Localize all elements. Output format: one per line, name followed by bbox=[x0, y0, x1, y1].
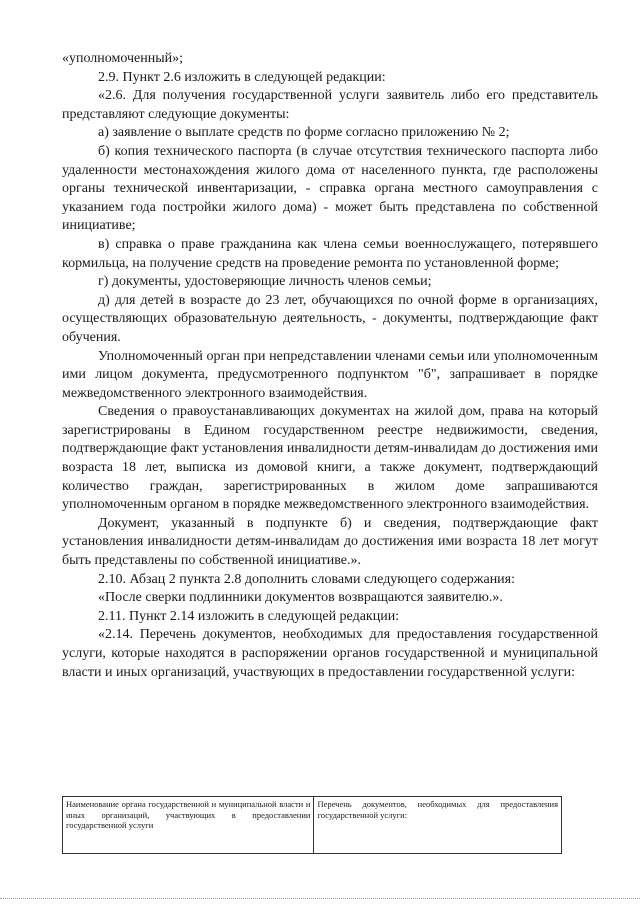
paragraph-subitem-v: в) справка о праве гражданина как члена семьи военнослужащего, потерявшего кормильца, на получение средств на проведение ремонта по установленной форме; bbox=[62, 236, 598, 271]
document-body bbox=[62, 50, 598, 682]
paragraph-originals-return: «После сверки подлинники документов возвращаются заявителю.». bbox=[98, 590, 503, 606]
paragraph-subitem-g: г) документы, удостоверяющие личность членов семьи; bbox=[98, 274, 432, 290]
paragraph-continuation: «уполномоченный»; bbox=[62, 51, 184, 66]
table-header-authority: Наименование органа государственной и муниципальной власти и иных организаций, участвующих в предоставлении государственной услуги bbox=[63, 797, 314, 854]
paragraph-item-2-9: 2.9. Пункт 2.6 изложить в следующей редакции: bbox=[98, 69, 386, 85]
documents-table bbox=[62, 796, 562, 854]
page-bottom-edge bbox=[0, 898, 640, 899]
paragraph-subitem-d: д) для детей в возрасте до 23 лет, обучающихся по очной форме в организациях, осуществляющих образовательную деятельность, - документы, подтверждающие факт обучения. bbox=[62, 292, 598, 345]
table-row bbox=[63, 797, 562, 854]
paragraph-item-2-6: «2.6. Для получения государственной услуги заявитель либо его представитель представляют следующие документы: bbox=[62, 88, 598, 122]
table-header-documents: Перечень документов, необходимых для предоставления государственной услуги: bbox=[314, 797, 562, 854]
paragraph-subitem-b: б) копия технического паспорта (в случае отсутствия технического паспорта либо удаленности местонахождения жилого дома от населенного пункта, где расположены органы технической инвентаризации, - справка органа местного самоуправления с указанием года постройки жилого дома) - может быть представлена по собственной инициативе; bbox=[62, 143, 598, 234]
paragraph-subitem-a: а) заявление о выплате средств по форме согласно приложению № 2; bbox=[98, 125, 510, 141]
paragraph-document-note: Документ, указанный в подпункте б) и сведения, подтверждающие факт установления инвалидности детям-инвалидам до достижения ими возраста 18 лет могут быть представлены по собственной инициативе.». bbox=[62, 515, 598, 569]
paragraph-item-2-10: 2.10. Абзац 2 пункта 2.8 дополнить словами следующего содержания: bbox=[98, 571, 516, 587]
paragraph-authorized-body: Уполномоченный орган при непредставлении членами семьи или уполномоченным ими лицом документа, предусмотренного подпунктом "б", запрашивает в порядке межведомственного электронного взаимодействия. bbox=[62, 348, 598, 401]
paragraph-records-info: Сведения о правоустанавливающих документах на жилой дом, права на который зарегистрированы в Едином государственном реестре недвижимости, сведения, подтверждающие факт установления инвалидности детям-инвалидам до достижения ими возраста 18 лет, выписка из домовой книги, а также документ, подтверждающий количество граждан, зарегистрированных в жилом доме запрашиваются уполномоченным органом в порядке межведомственного электронного взаимодействия. bbox=[62, 404, 598, 513]
paragraph-item-2-11: 2.11. Пункт 2.14 изложить в следующей редакции: bbox=[98, 608, 400, 624]
paragraph-item-2-14: «2.14. Перечень документов, необходимых для предоставления государственной услуги, которые находятся в распоряжении органов государственной и муниципальной власти и иных организаций, участвующих в предоставлении государственной услуги: bbox=[62, 627, 598, 680]
